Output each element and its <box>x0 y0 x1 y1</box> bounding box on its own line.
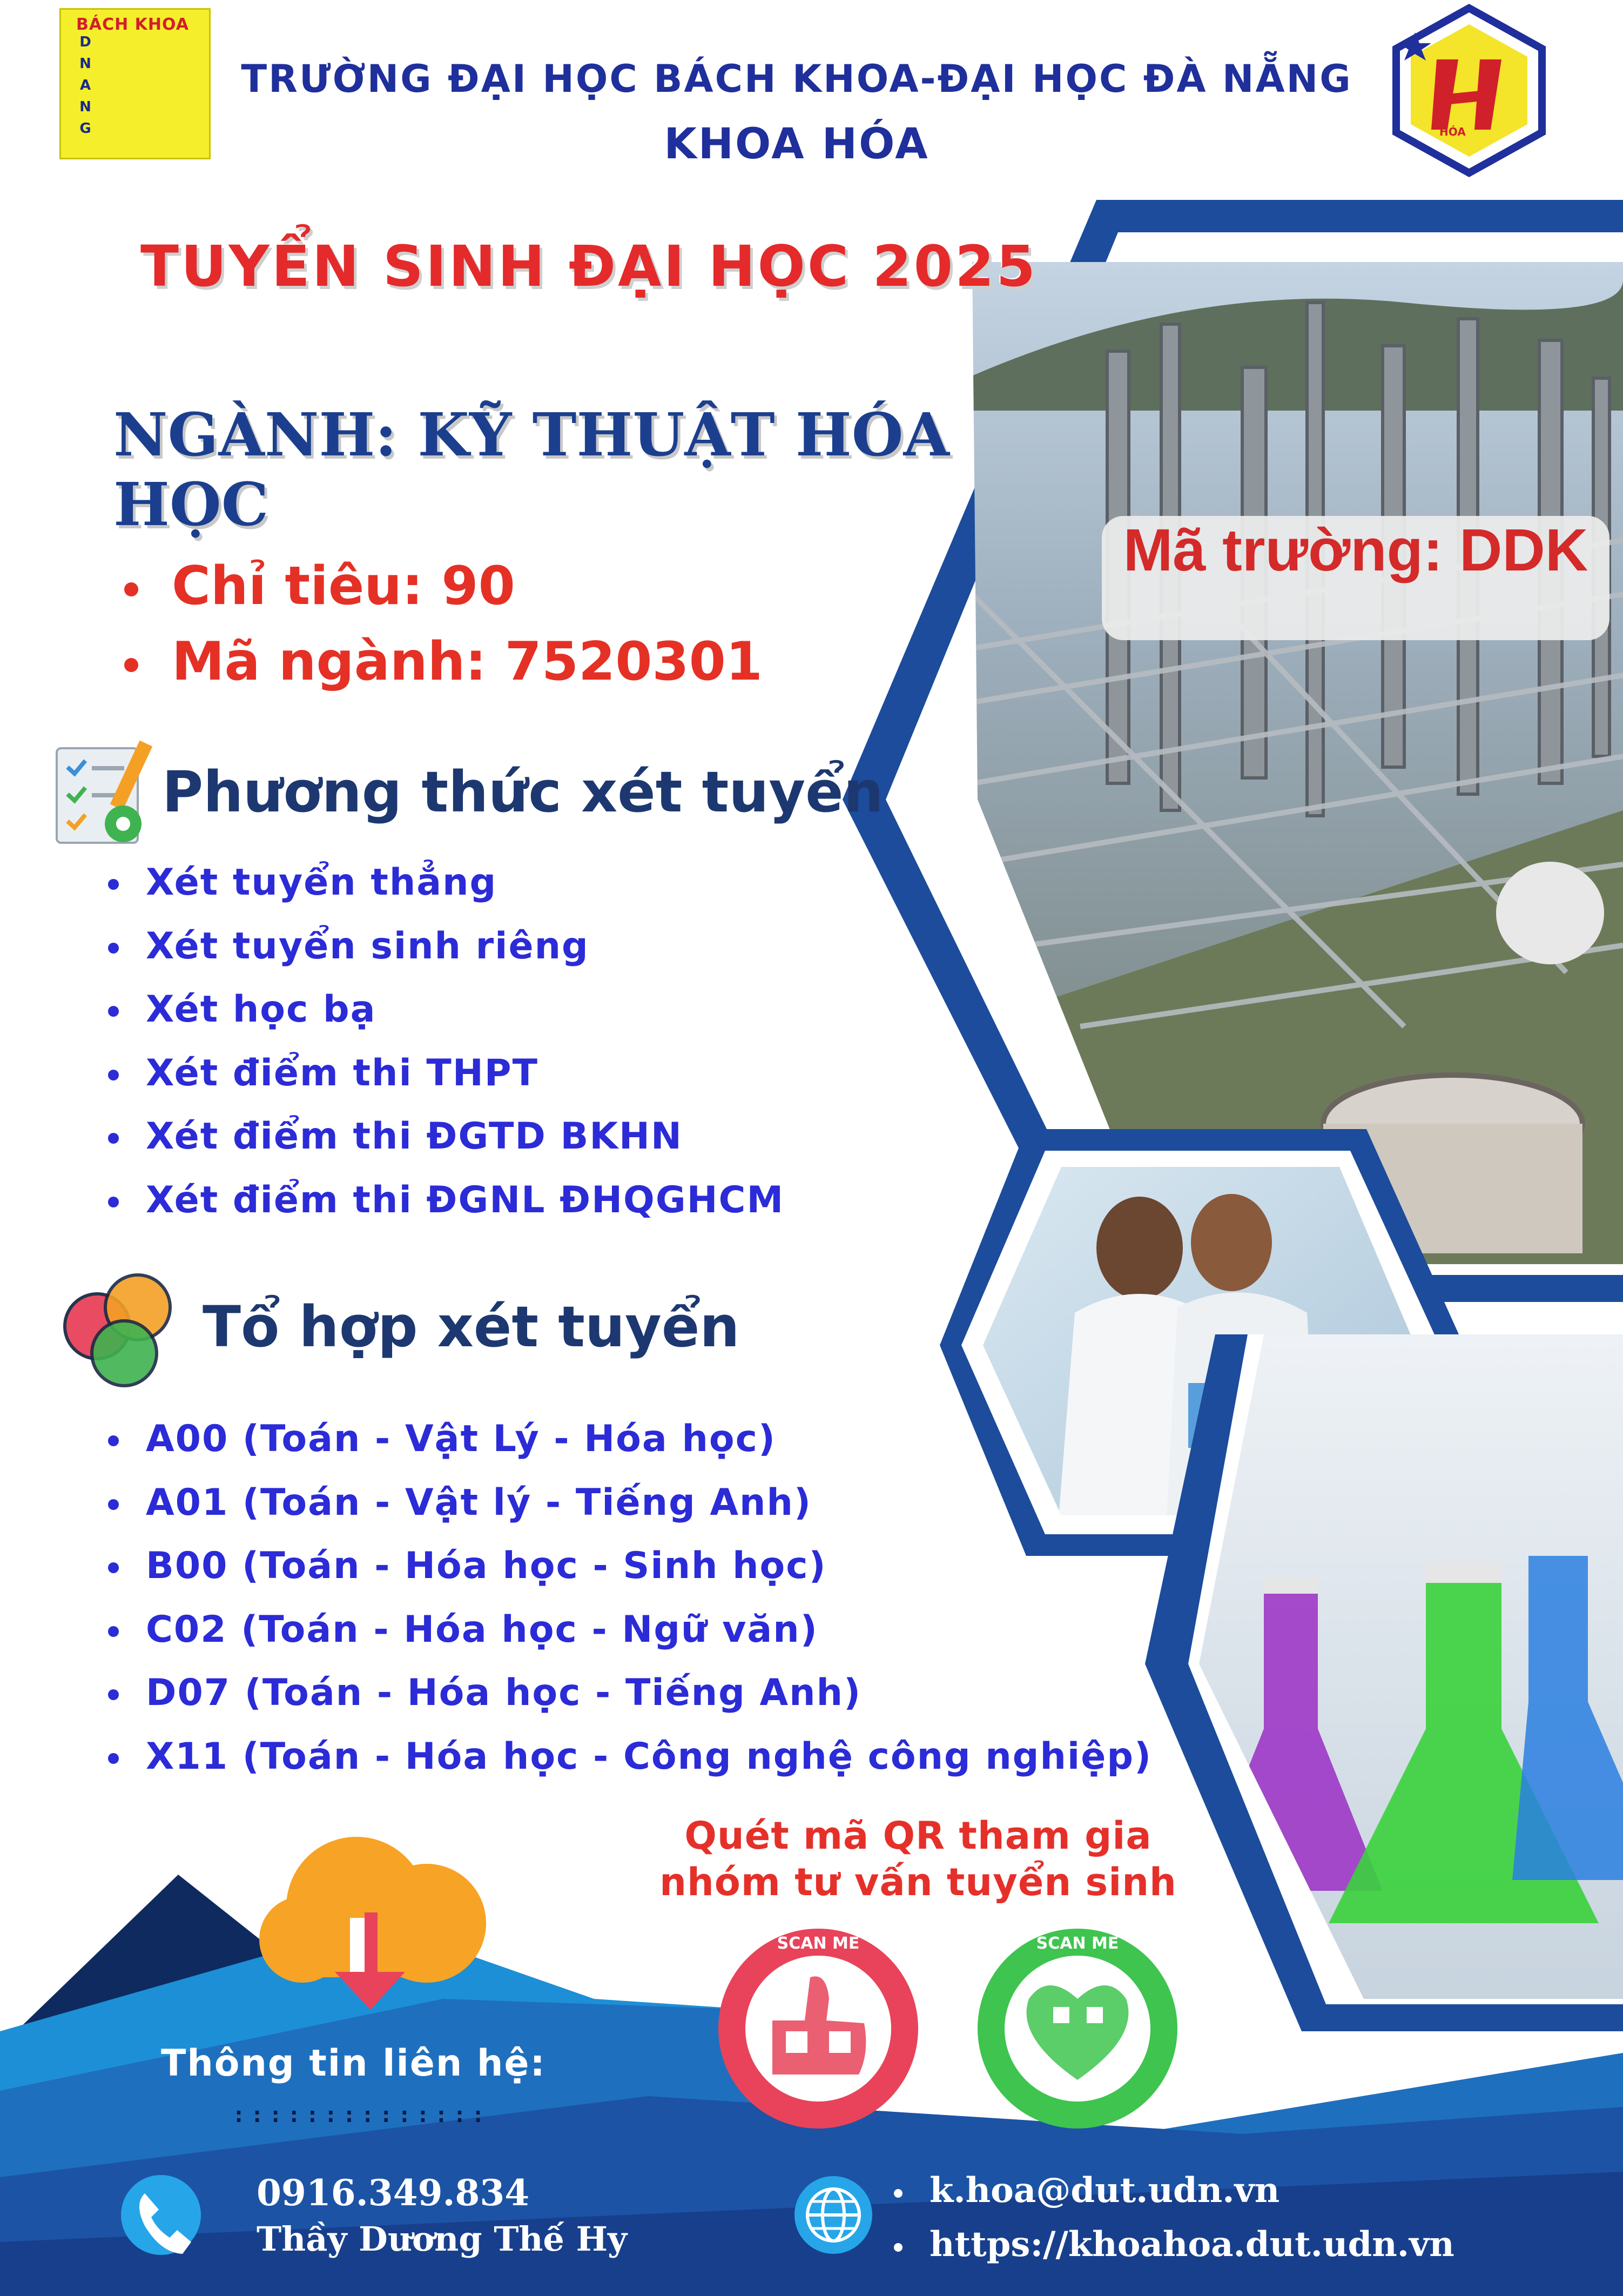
contact-person: Thầy Dương Thế Hy <box>257 2219 628 2259</box>
bullet-dot <box>108 1006 119 1017</box>
logo-letter: D <box>79 34 91 50</box>
list-item-text: B00 (Toán - Hóa học - Sinh học) <box>146 1545 827 1587</box>
fact-quota <box>113 548 763 624</box>
list-item <box>108 1534 1152 1598</box>
list-item-text: Xét điểm thi ĐGTD BKHN <box>146 1115 683 1158</box>
contact-links <box>894 2164 1454 2272</box>
contact-phone[interactable]: 0916.349.834 <box>257 2172 530 2214</box>
logo-letter: A <box>79 77 91 93</box>
logo-letter: N <box>79 56 91 72</box>
key-facts <box>113 548 763 700</box>
qr-title-line: Quét mã QR tham gia <box>684 1814 1152 1858</box>
list-item <box>108 851 784 915</box>
university-name: TRƯỜNG ĐẠI HỌC BÁCH KHOA-ĐẠI HỌC ĐÀ NẴNG <box>241 57 1352 101</box>
list-item-text: Xét tuyển thẳng <box>146 861 497 904</box>
list-item-text: Xét điểm thi THPT <box>146 1051 538 1095</box>
bullet-dot <box>108 943 119 954</box>
bullet-dot <box>894 2189 903 2198</box>
list-item <box>108 1169 784 1232</box>
list-item-text: A01 (Toán - Vật lý - Tiếng Anh) <box>146 1481 812 1524</box>
fact-text: Chỉ tiêu: 90 <box>172 555 515 617</box>
school-code: Mã trường: DDK <box>1123 517 1588 583</box>
methods-title: Phương thức xét tuyển <box>162 759 884 825</box>
qr-scan-label-red[interactable]: SCAN ME <box>777 1934 860 1953</box>
list-item-text: D07 (Toán - Hóa học - Tiếng Anh) <box>146 1671 862 1714</box>
bullet-dot <box>108 879 119 890</box>
bullet-dot <box>108 1499 119 1510</box>
list-item-text: Xét điểm thi ĐGNL ĐHQGHCM <box>146 1178 785 1221</box>
bullet-dot <box>894 2243 903 2252</box>
list-item <box>108 1105 784 1169</box>
qr-scan-label-green[interactable]: SCAN ME <box>1036 1934 1119 1953</box>
contact-dots: :::::::::::::: <box>232 2103 490 2127</box>
logo-letter: N <box>79 99 91 115</box>
list-item <box>108 1661 1152 1725</box>
qr-title-line: nhóm tư vấn tuyển sinh <box>659 1860 1177 1904</box>
contact-email-row[interactable] <box>894 2164 1454 2218</box>
fact-major-code <box>113 624 763 700</box>
combos-list <box>108 1407 1152 1788</box>
contact-label: Thông tin liên hệ: <box>161 2042 546 2085</box>
university-logo-frame <box>59 8 211 159</box>
list-item <box>108 1598 1152 1662</box>
bullet-dot <box>108 1070 119 1080</box>
qr-badge-green <box>978 1929 1177 2129</box>
fact-text: Mã ngành: 7520301 <box>172 631 763 693</box>
bullet-dot <box>124 582 138 596</box>
contact-email[interactable]: k.hoa@dut.udn.vn <box>930 2170 1280 2211</box>
faculty-logo <box>1396 8 1542 173</box>
list-item <box>108 915 784 978</box>
bullet-dot <box>108 1133 119 1144</box>
checklist-icon <box>57 741 152 843</box>
list-item <box>108 1407 1152 1471</box>
headline: TUYỂN SINH ĐẠI HỌC 2025 <box>140 233 1038 299</box>
bullet-dot <box>108 1197 119 1207</box>
venn-diagram-icon <box>65 1275 170 1386</box>
methods-list <box>108 851 784 1232</box>
faculty-name: KHOA HÓA <box>664 120 930 169</box>
list-item-text: C02 (Toán - Hóa học - Ngữ văn) <box>146 1608 818 1651</box>
contact-website-row[interactable] <box>894 2218 1454 2272</box>
contact-website[interactable]: https://khoahoa.dut.udn.vn <box>930 2224 1454 2265</box>
bullet-dot <box>108 1435 119 1446</box>
list-item <box>108 978 784 1042</box>
qr-badge-red <box>718 1929 918 2129</box>
list-item-text: Xét tuyển sinh riêng <box>146 924 589 968</box>
major-title: NGÀNH: KỸ THUẬT HÓA HỌC <box>113 400 949 539</box>
logo-letter: G <box>79 120 91 137</box>
list-item <box>108 1725 1152 1789</box>
list-item <box>108 1471 1152 1535</box>
logo-left-letters <box>77 31 93 139</box>
list-item-text: X11 (Toán - Hóa học - Công nghệ công nghiệp) <box>146 1735 1153 1778</box>
combos-title: Tổ hợp xét tuyển <box>203 1294 740 1360</box>
list-item <box>108 1042 784 1105</box>
bullet-dot <box>108 1626 119 1637</box>
list-item-text: Xét học bạ <box>146 988 376 1031</box>
qr-title <box>648 1812 1188 1905</box>
bullet-dot <box>108 1689 119 1700</box>
list-item-text: A00 (Toán - Vật Lý - Hóa học) <box>146 1418 776 1460</box>
logo-right-text: HÓA <box>1439 125 1466 138</box>
logo-left-text: BÁCH KHOA <box>76 15 189 34</box>
bullet-dot <box>108 1562 119 1573</box>
bullet-dot <box>108 1753 119 1764</box>
bullet-dot <box>124 658 138 672</box>
